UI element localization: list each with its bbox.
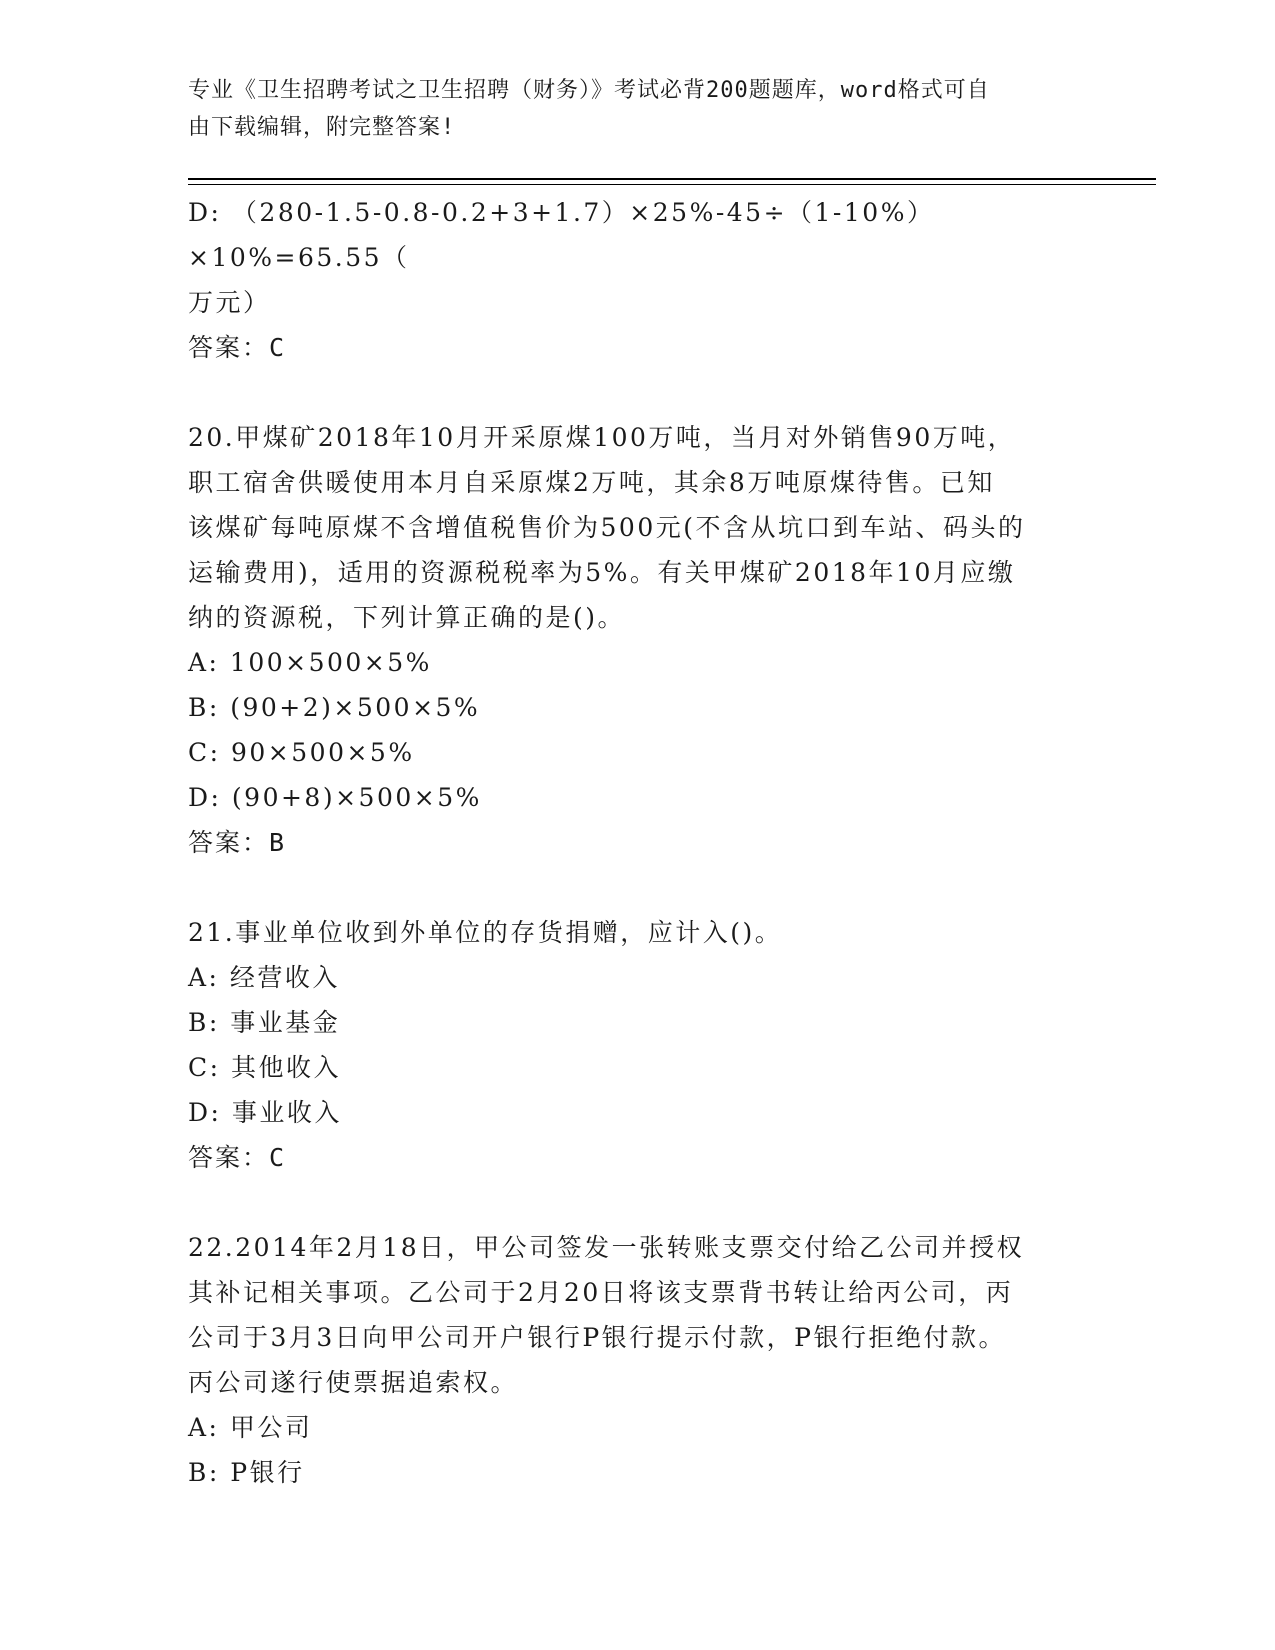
spacer	[188, 1180, 1088, 1225]
question-stem-line: 职工宿舍供暖使用本月自采原煤2万吨，其余8万吨原煤待售。已知	[188, 468, 995, 497]
header-line-1: 专业《卫生招聘考试之卫生招聘（财务）》考试必背200题题库，word格式可自	[188, 78, 990, 103]
document-header	[188, 72, 1068, 146]
option-a: A: 甲公司	[188, 1413, 313, 1442]
answer: 答案：C	[188, 333, 287, 362]
question-stem-line: 纳的资源税，下列计算正确的是()。	[188, 603, 626, 632]
question-stem-line: 运输费用)，适用的资源税税率为5%。有关甲煤矿2018年10月应缴	[188, 558, 1016, 587]
spacer	[188, 370, 1088, 415]
previous-question-tail	[188, 190, 1088, 370]
option-d: D: (90+8)×500×5%	[188, 783, 482, 812]
question-stem-line: 丙公司遂行使票据追索权。	[188, 1368, 519, 1397]
question-stem-line: 公司于3月3日向甲公司开户银行P银行提示付款，P银行拒绝付款。	[188, 1323, 1006, 1352]
option-c: C: 其他收入	[188, 1053, 341, 1082]
option-c: C: 90×500×5%	[188, 738, 415, 767]
option-b: B: (90+2)×500×5%	[188, 693, 481, 722]
question-stem-line: 该煤矿每吨原煤不含增值税售价为500元(不含从坑口到车站、码头的	[188, 513, 1026, 542]
option-d: D: 事业收入	[188, 1098, 342, 1127]
question-21	[188, 910, 1088, 1180]
document-body	[188, 190, 1088, 1495]
question-22	[188, 1225, 1088, 1495]
option-a: A: 100×500×5%	[188, 648, 432, 677]
header-line-2: 由下载编辑，附完整答案!	[188, 115, 456, 140]
question-stem-line: 22.2014年2月18日，甲公司签发一张转账支票交付给乙公司并授权	[188, 1233, 1025, 1262]
spacer	[188, 865, 1088, 910]
header-divider-thick	[188, 178, 1156, 180]
option-d: D: （280-1.5-0.8-0.2+3+1.7）×25%-45÷（1-10%）×10%=65.55（	[188, 198, 935, 272]
header-divider-thin	[188, 184, 1156, 185]
answer: 答案：B	[188, 828, 287, 857]
option-d-continued: 万元）	[188, 288, 271, 317]
answer: 答案：C	[188, 1143, 287, 1172]
option-a: A: 经营收入	[188, 963, 340, 992]
question-stem-line: 其补记相关事项。乙公司于2月20日将该支票背书转让给丙公司，丙	[188, 1278, 1014, 1307]
question-stem: 21.事业单位收到外单位的存货捐赠，应计入()。	[188, 918, 783, 947]
option-b: B: P银行	[188, 1458, 305, 1487]
question-20	[188, 415, 1088, 865]
option-b: B: 事业基金	[188, 1008, 341, 1037]
question-stem-line: 20.甲煤矿2018年10月开采原煤100万吨，当月对外销售90万吨，	[188, 423, 1016, 452]
